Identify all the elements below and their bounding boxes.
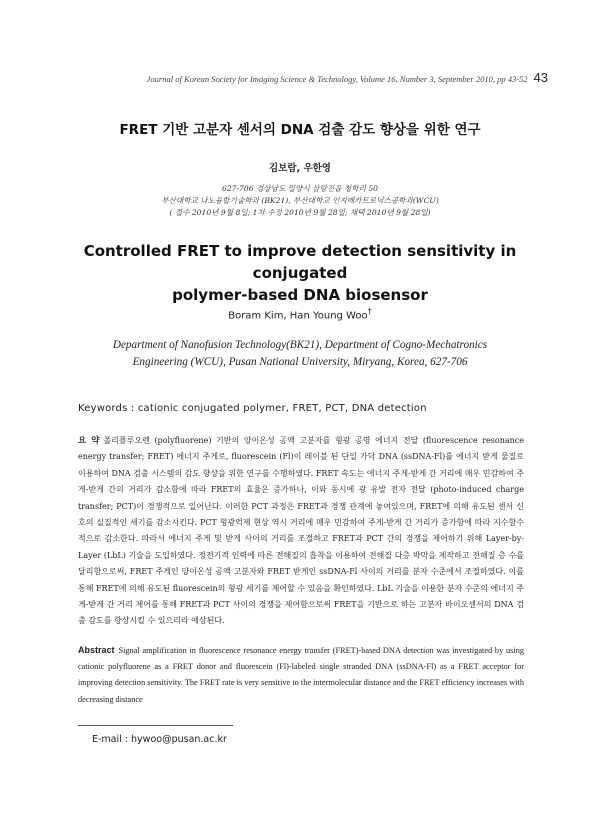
received-dates: ( 접수 2010년 9월 8일; 1차 수정 2010년 9월 28일; 채택 2010년 9월 28일) xyxy=(169,208,431,217)
english-affiliation xyxy=(70,337,530,371)
english-abstract-text: Signal amplification in fluorescence resonance energy transfer (FRET)-based DNA detection was investigated by using cationic polyfluorene as a FRET donor and fluorescein (Fl)-labeled single stranded DNA (ssDNA-Fl) as a FRET acceptor for improving detection sensitivity. The FRET rate is very sensitive to the intermolecular distance and the FRET efficiency increases with decreasing distance xyxy=(78,646,524,704)
english-affiliation-line: Department of Nanofusion Technology(BK21), Department of Cogno-Mechatronics xyxy=(112,339,488,351)
korean-affiliation-line: 부산대학교 나노융합기술학과 (BK21), 부산대학교 인지메카트로닉스공학과(WCU) xyxy=(161,196,439,205)
english-abstract xyxy=(78,642,524,708)
english-title xyxy=(60,240,540,306)
keywords: Keywords : cationic conjugated polymer, FRET, PCT, DNA detection xyxy=(78,403,427,414)
korean-abstract xyxy=(78,433,524,630)
english-authors xyxy=(60,306,540,321)
journal-citation: Journal of Korean Society for Imaging Science & Technology, Volume 16, Number 3, September 2010, pp 43-52 xyxy=(146,74,528,84)
page-number: 43 xyxy=(533,70,548,85)
english-affiliation-line: Engineering (WCU), Pusan National University, Miryang, Korea, 627-706 xyxy=(132,356,468,368)
korean-authors: 김보람, 우한영 xyxy=(269,163,331,174)
korean-affiliation xyxy=(60,183,540,219)
footnote-email: E-mail : hywoo@pusan.ac.kr xyxy=(92,734,227,745)
corresponding-author-mark: † xyxy=(367,306,372,316)
footnote-divider xyxy=(78,725,233,726)
journal-header xyxy=(88,70,548,85)
english-title-line: polymer-based DNA biosensor xyxy=(172,286,428,304)
korean-abstract-text: 폴리플루오렌 (polyfluorene) 기반의 양이온성 공액 고분자를 형광 공명 에너지 전달 (fluorescence resonance energy transfer; FRET) 에너지 주게로, fluorescein (Fl)이 레이블 된 단일 가닥 DNA (ssDNA-Fl)를 에너지 받게 물질로 이용하여 DNA 검출 시스템의 감도 향상을 위한 연구를 수행하였다. FRET 속도는 에너지 주게-받게 간 거리에 매우 민감하여 주게-받게 간의 거리가 감소함에 따라 FRET의 효율은 증가하나, 이와 동시에 광 유발 전자 전달 (photo-induced charge transfer; PCT)이 경쟁적으로 일어난다. 이러한 PCT 과정은 FRET과 경쟁 관계에 놓여있으며, FRET에 의해 유도된 센서 신호의 실질적인 세기를 감소시킨다. PCT 형광억제 현상 역시 거리에 매우 민감하여 주게-받게 간 거리가 증가함에 따라 지수함수적으로 감소한다. 따라서 에너지 주게 및 받게 사이의 거리를 조절하고 FRET과 PCT 간의 경쟁을 제어하기 위해 Layer-by-Layer (LbL) 기술을 도입하였다. 정전기적 인력에 따른 전해질의 흡착을 이용하여 전해질 다층 박막을 제작하고 전해질 층 수를 달리함으로써, FRET 주게인 양이온성 공액 고분자와 FRET 받게인 ssDNA-Fl 사이의 거리를 분자 수준에서 조절하였다. 이를 통해 FRET에 의해 유도된 fluorescein의 형광 세기를 제어할 수 있음을 확인하였다. LbL 기술을 이용한 분자 수준의 에너지 주게-받게 간 거리 제어를 통해 FRET과 PCT 사이의 경쟁을 제어함으로써 FRET을 기반으로 하는 고분자 바이오센서의 DNA 검출 감도를 향상시킬 수 있으리라 예상된다. xyxy=(78,436,525,626)
korean-title: FRET 기반 고분자 센서의 DNA 검출 감도 향상을 위한 연구 xyxy=(119,122,481,138)
korean-abstract-label: 요 약 xyxy=(78,436,100,446)
english-title-line: Controlled FRET to improve detection sensitivity in conjugated xyxy=(83,242,517,282)
author-names: Boram Kim, Han Young Woo xyxy=(228,310,368,322)
english-abstract-label: Abstract xyxy=(78,645,115,655)
korean-affiliation-line: 627-706 경상남도 밀양시 삼랑진읍 청학리 50 xyxy=(222,184,378,193)
